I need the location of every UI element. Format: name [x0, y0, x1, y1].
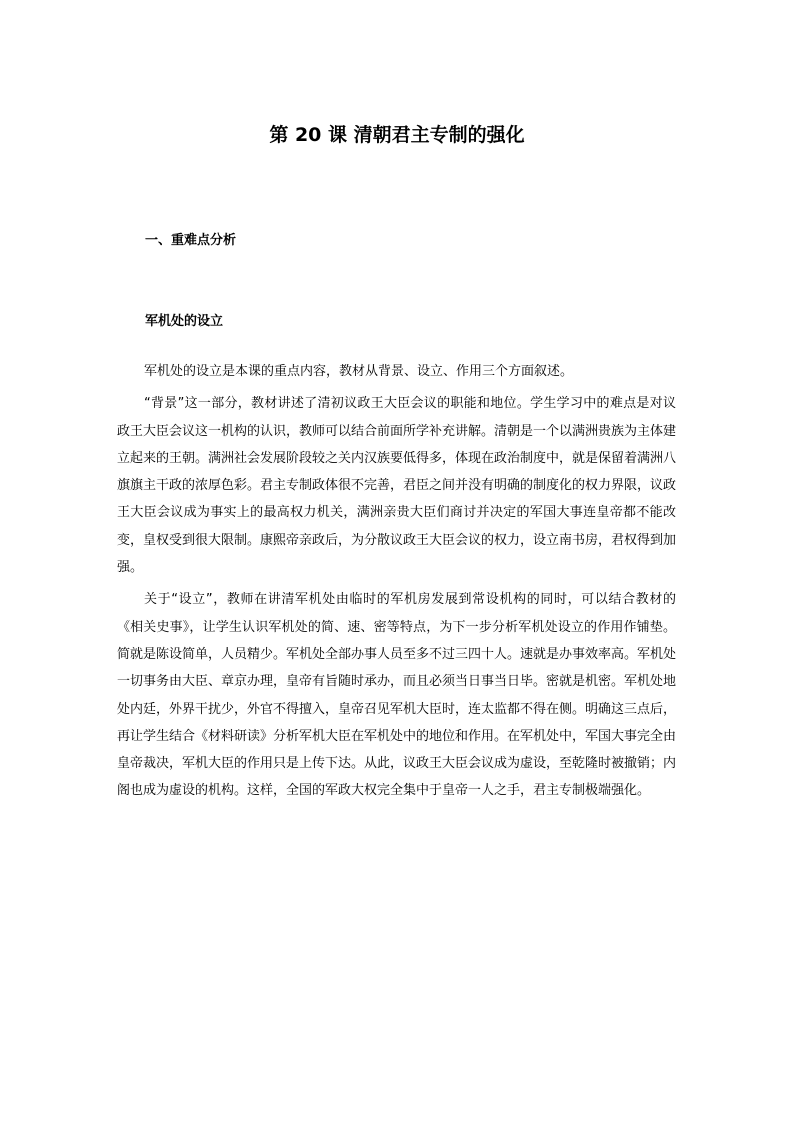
document-title: 第 20 课 清朝君主专制的强化: [269, 124, 525, 146]
paragraph-establishment: 关于“设立”，教师在讲清军机处由临时的军机房发展到常设机构的同时，可以结合教材的《相关史事》，让学生认识军机处的简、速、密等特点，为下一步分析军机处设立的作用作铺垫。简就是陈设简单，人员精少。军机处全部办事人员至多不过三四十人。速就是办事效率高。军机处一切事务由大臣、章京办理，皇帝有旨随时承办，而且必须当日事当日毕。密就是机密。军机处地处内廷，外界干扰少，外官不得擅入，皇帝召见军机大臣时，连太监都不得在侧。明确这三点后，再让学生结合《材料研读》分析军机大臣在军机处中的地位和作用。在军机处中，军国大事完全由皇帝裁决，军机大臣的作用只是上传下达。从此，议政王大臣会议成为虚设，至乾隆时被撤销；内阁也成为虚设的机构。这样，全国的军政大权完全集中于皇帝一人之手，君主专制极端强化。: [117, 592, 677, 799]
paragraph-background: “背景”这一部分，教材讲述了清初议政王大臣会议的职能和地位。学生学习中的难点是对议政王大臣会议这一机构的认识，教师可以结合前面所学补充讲解。清朝是一个以满洲贵族为主体建立起来的王朝。满洲社会发展阶段较之关内汉族要低得多，体现在政治制度中，就是保留着满洲八旗旗主干政的浓厚色彩。君主专制政体很不完善，君臣之间并没有明确的制度化的权力界限，议政王大臣会议成为事实上的最高权力机关，满洲亲贵大臣们商讨并决定的军国大事连皇帝都不能改变，皇权受到很大限制。康熙帝亲政后，为分散议政王大臣会议的权力，设立南书房，君权得到加强。: [117, 396, 677, 576]
body-text: [117, 358, 676, 805]
section-heading: 一、重难点分析: [145, 233, 237, 248]
sub-heading: 军机处的设立: [145, 314, 224, 329]
paragraph-intro: 军机处的设立是本课的重点内容，教材从背景、设立、作用三个方面叙述。: [144, 364, 574, 379]
